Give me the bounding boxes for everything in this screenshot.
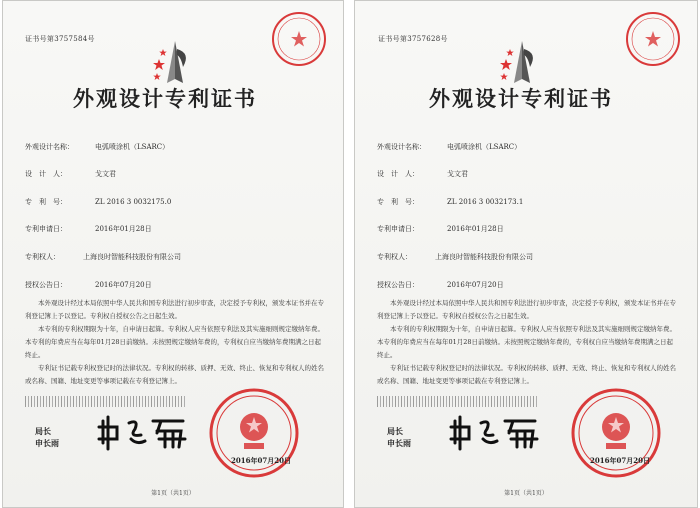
filing-date-value: 2016年01月28日	[95, 225, 152, 233]
filing-date-value: 2016年01月28日	[447, 225, 504, 233]
certificate-number: 证书号第3757628号	[378, 35, 448, 43]
patent-certificate-right	[354, 0, 698, 508]
designer-value: 戈文君	[447, 170, 468, 178]
owner-label: 专利权人：	[377, 253, 412, 261]
patent-number-value: ZL 2016 3 0032173.1	[447, 198, 524, 206]
grant-date-value: 2016年07月20日	[447, 281, 504, 289]
barcode-strip	[377, 396, 537, 407]
designer-label: 设 计 人：	[25, 170, 67, 178]
examination-seal-icon	[625, 11, 681, 67]
grant-date-label: 授权公告日：	[25, 281, 67, 289]
director-signature-icon	[447, 413, 547, 451]
grant-date-row	[25, 280, 152, 290]
body-paragraph: 本专利的专利权期限为十年，自申请日起算。专利权人应当依照专利法及其实施细则规定缴纳年费。本专利的年费应当在每年01月28日前缴纳。未按照规定缴纳年费的，专利权自应当缴纳年费期满之日起终止。	[377, 325, 676, 359]
patent-number-row	[377, 197, 523, 207]
page-number: 第1页（共1页）	[504, 490, 548, 497]
design-name-row	[25, 142, 169, 152]
body-paragraph: 本专利的专利权期限为十年，自申请日起算。专利权人应当依照专利法及其实施细则规定缴纳年费。本专利的年费应当在每年01月28日前缴纳。未按照规定缴纳年费的，专利权自应当缴纳年费期满之日起终止。	[25, 325, 324, 359]
director-signature-icon	[95, 413, 195, 451]
designer-value: 戈文君	[95, 170, 116, 178]
body-paragraph: 专利证书记载专利权登记时的法律状况。专利权的转移、质押、无效、终止、恢复和专利权人的姓名或名称、国籍、地址变更等事项记载在专利登记簿上。	[25, 364, 324, 385]
certificate-body	[25, 297, 325, 388]
certificate-title: 外观设计专利证书	[73, 86, 257, 111]
owner-value: 上海良时智能科技股份有限公司	[83, 253, 181, 261]
certificate-body	[377, 297, 677, 388]
examination-seal-icon	[271, 11, 327, 67]
patent-number-row	[25, 197, 171, 207]
seal-date: 2016年07月20日	[590, 456, 650, 465]
designer-row	[25, 169, 116, 179]
patent-certificate-left	[2, 0, 344, 508]
seal-date: 2016年07月20日	[231, 456, 291, 465]
owner-row	[25, 252, 181, 262]
patent-number-label: 专 利 号：	[25, 198, 67, 206]
patent-office-emblem-icon	[500, 39, 544, 85]
director-title: 局长	[35, 426, 51, 436]
owner-row	[377, 252, 533, 262]
patent-office-emblem-icon	[153, 39, 197, 85]
grant-date-row	[377, 280, 504, 290]
body-paragraph: 专利证书记载专利权登记时的法律状况。专利权的转移、质押、无效、终止、恢复和专利权人的姓名或名称、国籍、地址变更等事项记载在专利登记簿上。	[377, 364, 676, 385]
body-paragraph: 本外观设计经过本局依照中华人民共和国专利法进行初步审查，决定授予专利权，颁发本证书并在专利登记簿上予以登记。专利权自授权公告之日起生效。	[25, 299, 324, 320]
filing-date-label: 专利申请日：	[377, 225, 419, 233]
design-name-row	[377, 142, 521, 152]
body-paragraph: 本外观设计经过本局依照中华人民共和国专利法进行初步审查，决定授予专利权，颁发本证书并在专利登记簿上予以登记。专利权自授权公告之日起生效。	[377, 299, 676, 320]
director-name: 申长雨	[35, 438, 59, 448]
patent-number-label: 专 利 号：	[377, 198, 419, 206]
certificate-title: 外观设计专利证书	[429, 86, 613, 111]
grant-date-value: 2016年07月20日	[95, 281, 152, 289]
director-name: 申长雨	[387, 438, 411, 448]
filing-date-label: 专利申请日：	[25, 225, 67, 233]
director-title: 局长	[387, 426, 403, 436]
design-name-value: 电弧喷涂机（LSARC）	[447, 143, 522, 151]
grant-date-label: 授权公告日：	[377, 281, 419, 289]
owner-value: 上海良时智能科技股份有限公司	[435, 253, 533, 261]
designer-label: 设 计 人：	[377, 170, 419, 178]
filing-date-row	[377, 224, 504, 234]
patent-number-value: ZL 2016 3 0032175.0	[95, 198, 172, 206]
owner-label: 专利权人：	[25, 253, 60, 261]
certificate-number: 证书号第3757584号	[25, 35, 95, 43]
design-name-value: 电弧喷涂机（LSARC）	[95, 143, 170, 151]
design-name-label: 外观设计名称：	[377, 143, 426, 151]
barcode-strip	[25, 396, 185, 407]
design-name-label: 外观设计名称：	[25, 143, 74, 151]
page-number: 第1页（共1页）	[151, 490, 195, 497]
designer-row	[377, 169, 468, 179]
filing-date-row	[25, 224, 152, 234]
